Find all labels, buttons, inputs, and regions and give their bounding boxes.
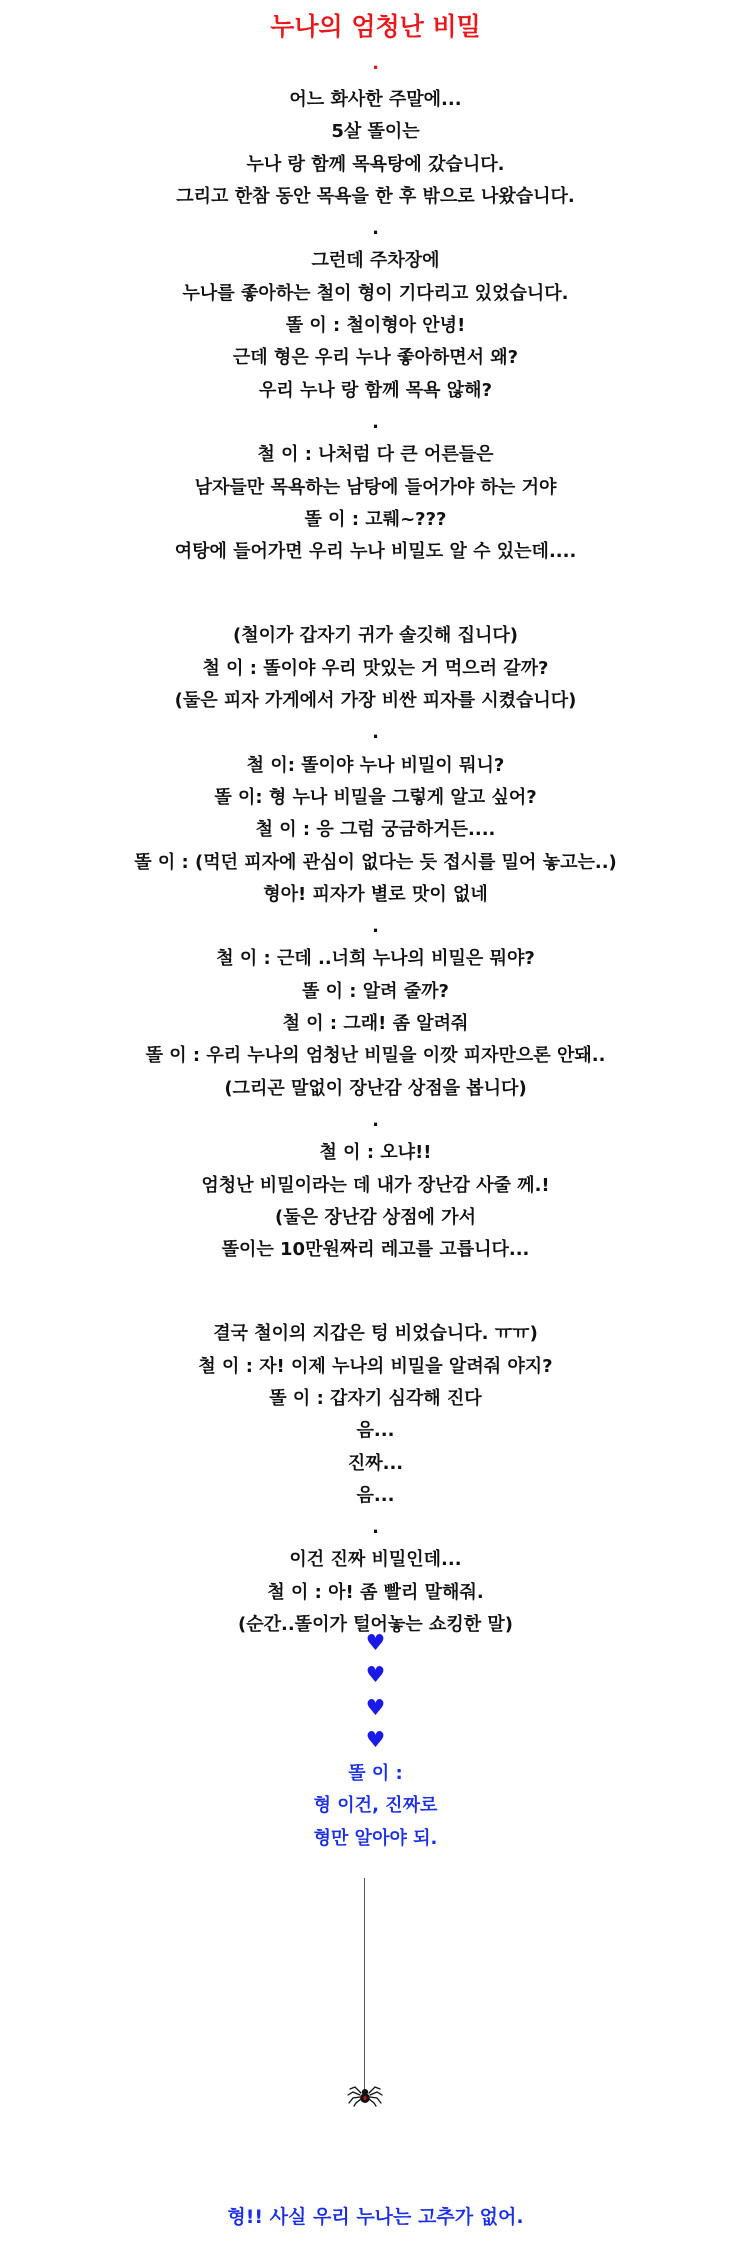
story-line: 철 이 : 자! 이제 누나의 비밀을 알려줘 야지?: [198, 1355, 553, 1377]
story-text: [0, 84, 751, 1641]
story-line: 똘 이 : 고뤠~???: [304, 508, 447, 530]
spider-icon: [347, 2083, 383, 2107]
blank-gap: [0, 568, 751, 620]
story-line: 5살 똘이는: [331, 121, 420, 143]
story-line: 우리 누나 랑 함께 목욕 않해?: [258, 379, 493, 401]
story-line: (철이가 갑자기 귀가 솔깃해 집니다): [233, 625, 518, 647]
story-line: .: [372, 1517, 379, 1539]
punchline: 형!! 사실 우리 누나는 고추가 없어.: [227, 2206, 524, 2228]
story-line: 남자들만 목욕하는 남탕에 들어가야 하는 거야: [194, 476, 557, 498]
story-line: (그리곤 말없이 장난감 상점을 봅니다): [224, 1077, 527, 1099]
story-line: 철 이 : 똘이야 우리 맛있는 거 먹으러 갈까?: [202, 657, 549, 679]
story-line: 똘이는 10만원짜리 레고를 고릅니다...: [221, 1239, 530, 1261]
heart-column: [0, 1628, 751, 1757]
heart-icon: ♥: [365, 1695, 386, 1721]
story-block-3: [0, 1318, 751, 1641]
story-line: .: [372, 218, 379, 240]
story-line: 똘 이 : (먹던 피자에 관심이 없다는 듯 접시를 밀어 놓고는..): [134, 851, 617, 873]
story-line: 진짜...: [347, 1452, 404, 1474]
story-line: (둘은 피자 가게에서 가장 비싼 피자를 시켰습니다): [174, 690, 577, 712]
blue-line: 형만 알아야 되.: [313, 1827, 438, 1849]
story-line: 그런데 주차장에: [311, 250, 440, 272]
blue-line: 형 이건, 진짜로: [313, 1795, 438, 1817]
story-line: 똘 이 : 알려 줄까?: [301, 980, 450, 1002]
story-line: 그리고 한참 동안 목욕을 한 후 밖으로 나왔습니다.: [176, 185, 575, 207]
page-title: 누나의 엄청난 비밀: [270, 12, 481, 41]
story-line: .: [372, 1109, 379, 1131]
spider-thread: [364, 1878, 365, 2096]
story-line: (둘은 장난감 상점에 가서: [275, 1206, 476, 1228]
story-line: (순간..똘이가 털어놓는 쇼킹한 말): [238, 1614, 513, 1636]
story-line: 형아! 피자가 별로 맛이 없네: [263, 883, 488, 905]
blue-line: 똘 이 :: [348, 1763, 403, 1784]
story-line: 철 이: 똘이야 누나 비밀이 뭐니?: [246, 754, 505, 776]
story-line: 근데 형은 우리 누나 좋아하면서 왜?: [232, 347, 519, 369]
blank-gap: [0, 1266, 751, 1318]
story-line: 철 이 : 응 그럼 궁금하거든....: [255, 819, 496, 841]
story-line: .: [372, 722, 379, 744]
story-line: 철 이 : 그래! 좀 알려줘: [282, 1013, 469, 1035]
heart-icon: ♥: [365, 1727, 386, 1753]
story-line: 똘 이: 형 누나 비밀을 그렇게 알고 싶어?: [214, 786, 537, 808]
story-line: .: [372, 916, 379, 938]
story-line: 철 이 : 근데 ..너희 누나의 비밀은 뭐야?: [216, 948, 535, 970]
story-line: 음...: [356, 1484, 395, 1506]
story-line: 결국 철이의 지갑은 텅 비었습니다. ㅠㅠ): [213, 1323, 538, 1345]
story-line: 이건 진짜 비밀인데...: [289, 1549, 462, 1571]
story-block-1: [0, 84, 751, 568]
story-line: 누나를 좋아하는 철이 형이 기다리고 있었습니다.: [182, 282, 569, 304]
story-line: 똘 이 : 우리 누나의 엄청난 비밀을 이깟 피자만으론 안돼..: [145, 1045, 606, 1067]
story-line: 음...: [356, 1420, 395, 1442]
story-line: 어느 화사한 주말에...: [289, 89, 462, 110]
story-line: 똘 이 : 철이형아 안녕!: [285, 315, 466, 337]
story-line: .: [372, 411, 379, 433]
heart-icon: ♥: [365, 1631, 386, 1656]
story-line: 여탕에 들어가면 우리 누나 비밀도 알 수 있는데....: [174, 541, 577, 563]
story-line: 누나 랑 함께 목욕탕에 갔습니다.: [246, 153, 505, 175]
story-line: 똘 이 : 갑자기 심각해 진다: [269, 1387, 482, 1409]
blue-dialogue: [0, 1758, 751, 1855]
story-line: 엄청난 비밀이라는 데 내가 장난감 사줄 께.!: [201, 1174, 550, 1196]
story-line: 철 이 : 나처럼 다 큰 어른들은: [257, 444, 494, 466]
title-dot: .: [372, 53, 379, 74]
heart-icon: ♥: [365, 1663, 386, 1689]
story-line: 철 이 : 오냐!!: [319, 1142, 432, 1164]
story-block-2: [0, 620, 751, 1266]
story-line: 철 이 : 아! 좀 빨리 말해줘.: [267, 1581, 484, 1603]
